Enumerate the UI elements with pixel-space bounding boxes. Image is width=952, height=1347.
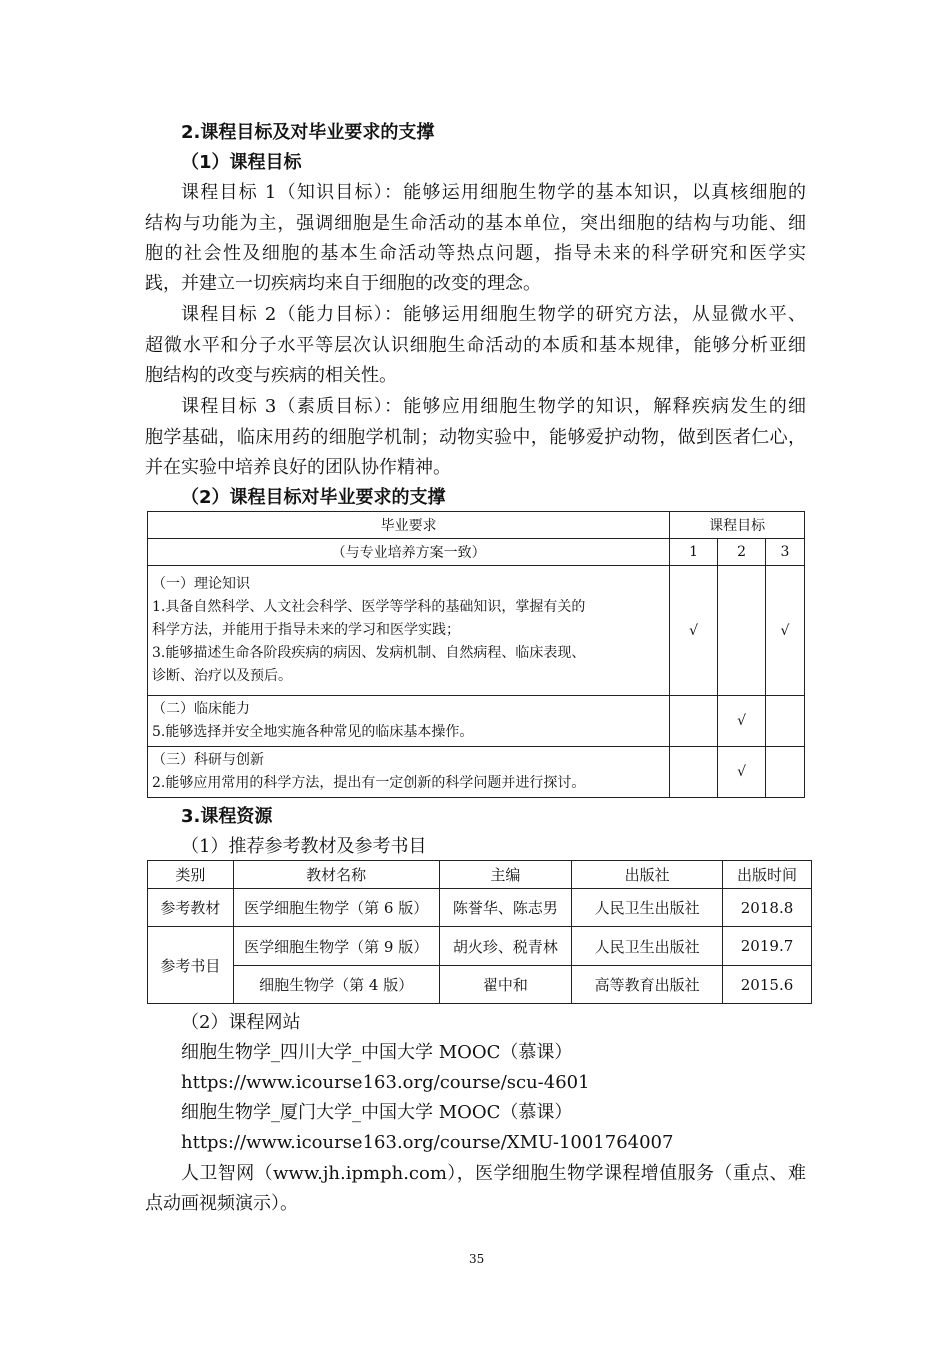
book-publisher: 人民卫生出版社	[572, 889, 723, 927]
requirement-cell	[148, 696, 670, 747]
subheading-course-goals: （1）课程目标	[181, 152, 302, 173]
check-mark: √	[718, 747, 766, 798]
book-title: 医学细胞生物学（第 6 版）	[233, 889, 439, 927]
goal2-line-2: 超微水平和分子水平等层次认识细胞生命活动的本质和基本规律，能够分析亚细	[145, 335, 806, 356]
header-title: 教材名称	[233, 861, 439, 889]
goal-col-2: 2	[718, 539, 766, 566]
goal2-line-1: 课程目标 2（能力目标）：能够运用细胞生物学的研究方法，从显微水平、	[181, 304, 806, 325]
page-number: 35	[469, 1252, 485, 1266]
check-mark	[766, 696, 805, 747]
book-date: 2018.8	[723, 889, 812, 927]
requirement-line: 5.能够选择并安全地实施各种常见的临床基本操作。	[152, 724, 474, 740]
header-requirement-sub: （与专业培养方案一致）	[148, 539, 670, 566]
header-publisher: 出版社	[572, 861, 723, 889]
book-date: 2019.7	[723, 927, 812, 966]
website-2-url[interactable]: https://www.icourse163.org/course/XMU-1001764007	[181, 1132, 674, 1153]
header-publish-date: 出版时间	[723, 861, 812, 889]
goal3-line-1: 课程目标 3（素质目标）：能够应用细胞生物学的知识，解释疾病发生的细	[181, 396, 806, 417]
goal1-line-1: 课程目标 1（知识目标）：能够运用细胞生物学的基本知识，以真核细胞的	[181, 182, 806, 203]
requirement-cell	[148, 566, 670, 696]
book-title: 细胞生物学（第 4 版）	[233, 966, 439, 1004]
check-mark	[718, 566, 766, 696]
requirement-line: （三）科研与创新	[152, 752, 264, 768]
category-cell: 参考教材	[148, 889, 234, 927]
check-mark	[670, 747, 718, 798]
requirement-line: 3.能够描述生命各阶段疾病的病因、发病机制、自然病程、临床表现、	[152, 645, 586, 661]
check-mark	[670, 696, 718, 747]
header-category: 类别	[148, 861, 234, 889]
website-1-url[interactable]: https://www.icourse163.org/course/scu-4601	[181, 1072, 590, 1093]
goal2-line-3: 胞结构的改变与疾病的相关性。	[145, 365, 397, 386]
table-row	[148, 747, 805, 798]
book-publisher: 人民卫生出版社	[572, 927, 723, 966]
website-2-name: 细胞生物学_厦门大学_中国大学 MOOC（慕课）	[181, 1102, 573, 1123]
requirement-line: （一）理论知识	[152, 576, 250, 592]
section-heading-resources: 3.课程资源	[181, 806, 273, 827]
check-mark: √	[718, 696, 766, 747]
table-row	[148, 966, 812, 1004]
table-row	[148, 889, 812, 927]
requirement-line: （二）临床能力	[152, 701, 250, 717]
header-editor: 主编	[439, 861, 572, 889]
goal3-line-3: 并在实验中培养良好的团队协作精神。	[145, 457, 451, 478]
subheading-textbooks: （1）推荐参考教材及参考书目	[181, 836, 427, 857]
graduation-requirements-table	[147, 511, 805, 798]
table-row	[148, 927, 812, 966]
requirement-cell	[148, 747, 670, 798]
header-course-goal: 课程目标	[670, 512, 805, 539]
table-row	[148, 566, 805, 696]
goal3-line-2: 胞学基础，临床用药的细胞学机制；动物实验中，能够爱护动物，做到医者仁心，	[145, 427, 806, 448]
goal1-line-2: 结构与功能为主，强调细胞是生命活动的基本单位，突出细胞的结构与功能、细	[145, 213, 806, 234]
textbooks-table	[147, 860, 812, 1004]
extra-resource-line-2: 点动画视频演示）。	[145, 1193, 298, 1214]
category-cell: 参考书目	[148, 927, 234, 1004]
book-editor: 胡火珍、税青林	[439, 927, 572, 966]
check-mark: √	[766, 566, 805, 696]
goal1-line-4: 践，并建立一切疾病均来自于细胞的改变的理念。	[145, 273, 541, 294]
book-publisher: 高等教育出版社	[572, 966, 723, 1004]
extra-resource-line-1: 人卫智网（www.jh.ipmph.com），医学细胞生物学课程增值服务（重点、难	[181, 1163, 806, 1184]
subheading-goal-support: （2）课程目标对毕业要求的支撑	[181, 487, 446, 508]
requirement-line: 科学方法，并能用于指导未来的学习和医学实践；	[152, 622, 460, 638]
book-editor: 翟中和	[439, 966, 572, 1004]
goal1-line-3: 胞的社会性及细胞的基本生命活动等热点问题，指导未来的科学研究和医学实	[145, 243, 806, 264]
book-title: 医学细胞生物学（第 9 版）	[233, 927, 439, 966]
header-requirement: 毕业要求	[148, 512, 670, 539]
goal-col-3: 3	[766, 539, 805, 566]
requirement-line: 诊断、治疗以及预后。	[152, 668, 292, 684]
requirement-line: 2.能够应用常用的科学方法，提出有一定创新的科学问题并进行探讨。	[152, 775, 586, 791]
goal-col-1: 1	[670, 539, 718, 566]
website-1-name: 细胞生物学_四川大学_中国大学 MOOC（慕课）	[181, 1042, 573, 1063]
check-mark	[766, 747, 805, 798]
check-mark: √	[670, 566, 718, 696]
section-heading-course-goals: 2.课程目标及对毕业要求的支撑	[181, 122, 435, 143]
book-date: 2015.6	[723, 966, 812, 1004]
book-editor: 陈誉华、陈志男	[439, 889, 572, 927]
requirement-line: 1.具备自然科学、人文社会科学、医学等学科的基础知识，掌握有关的	[152, 599, 586, 615]
subheading-course-websites: （2）课程网站	[181, 1012, 301, 1033]
table-row	[148, 696, 805, 747]
